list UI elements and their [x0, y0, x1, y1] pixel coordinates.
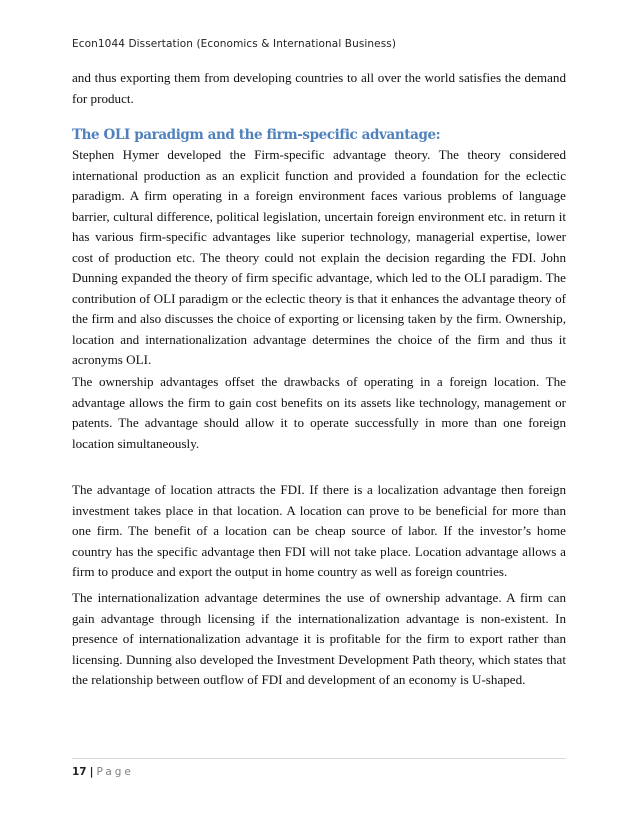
- continuation-paragraph: and thus exporting them from developing countries to all over the world satisfies the demand for product.: [72, 70, 566, 106]
- running-header: Econ1044 Dissertation (Economics & International Business): [72, 38, 397, 50]
- paragraph-firm-specific-advantage: Stephen Hymer developed the Firm-specific advantage theory. The theory considered international production as an explicit function and provided a foundation for the eclectic paradigm. A firm operating in a foreign environment faces various problems of language barrier, cultural difference, political legislation, uncertain foreign environment etc. in return it has various firm-specific advantages like superior technology, managerial expertise, lower cost of production etc. The theory could not explain the decision regarding the FDI. John Dunning expanded the theory of firm specific advantage, which led to the OLI paradigm. The contribution of OLI paradigm or the eclectic theory is that it enhances the advantage theory of the firm and also discusses the choice of exporting or licensing taken by the firm. Ownership, location and internationalization advantage determines the choice of the firm and thus it acronyms OLI.: [72, 147, 566, 367]
- footer-separator: |: [89, 766, 94, 778]
- footer-divider: [72, 758, 566, 759]
- page-footer: [72, 766, 134, 778]
- paragraph-ownership-advantage: The ownership advantages offset the drawbacks of operating in a foreign location. The advantage allows the firm to gain cost benefits on its assets like technology, management or patents. The advantage should allow it to operate successfully in more than one foreign location simultaneously.: [72, 374, 566, 451]
- page-number: 17: [72, 766, 87, 778]
- paragraph-internationalization-advantage: The internationalization advantage determines the use of ownership advantage. A firm can gain advantage through licensing if the internationalization advantage is non-existent. In presence of internationalization advantage it is profitable for the firm to export rather than licensing. Dunning also developed the Investment Development Path theory, which states that the relationship between outflow of FDI and development of an economy is U-shaped.: [72, 590, 566, 687]
- paragraph-location-advantage: The advantage of location attracts the FDI. If there is a localization advantage then foreign investment takes place in that location. A location can prove to be beneficial for more than one firm. The benefit of a location can be cheap source of labor. If the investor’s home country has the specific advantage then FDI will not take place. Location advantage allows a firm to produce and export the output in home country as well as foreign countries.: [72, 482, 566, 579]
- section-heading: The OLI paradigm and the firm-specific advantage:: [72, 127, 441, 143]
- page-label: Page: [96, 766, 134, 778]
